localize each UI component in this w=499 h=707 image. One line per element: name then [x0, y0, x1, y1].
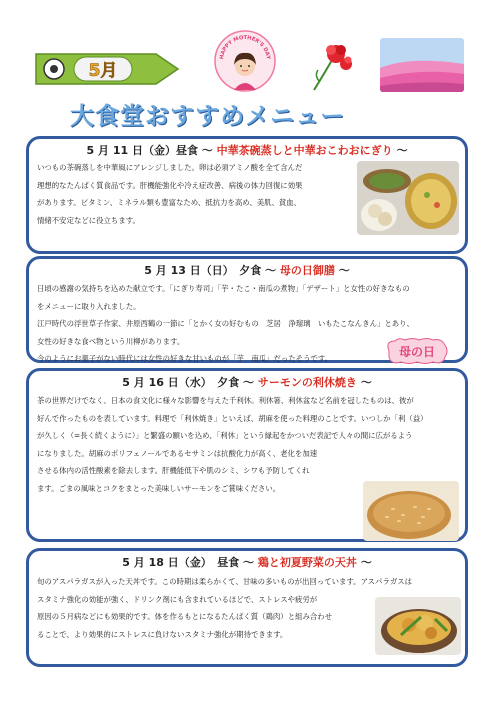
- text-line: 日頃の感謝の気持ちを込めた献立です。「にぎり寿司」「芋・たこ・南瓜の煮物」「デザート」と女性の好きなもの: [37, 284, 410, 293]
- text-line: ることで、より効果的にストレスに負けないスタミナ強化が期待できます。: [37, 629, 288, 639]
- text-line: 好んで作ったものを表しています。料理で「利休焼き」といえば、胡麻を使った料理のことです。いつしか「利（益）: [37, 413, 428, 423]
- menu-section-may-13: [26, 256, 468, 363]
- text-line: が久しく（=長く続くように）」と繁盛の願いを込め、「利休」という縁起をかついだ表記で人々の間に広がるよう: [37, 431, 413, 440]
- section-date: 5 月 16 日（水） 夕食: [122, 376, 240, 389]
- mothers-day-badge: [214, 30, 276, 92]
- carnation-icon: [306, 38, 356, 92]
- text-line: 理想的なたんぱく質食品です。肝機能強化や冷え症改善、病後の体力回復に効果: [37, 180, 303, 190]
- text-line: いつもの茶碗蒸しを中華風にアレンジしました。卵は必須アミノ酸を全て含んだ: [37, 163, 303, 172]
- section-heading: 5 月 13 日（日） 夕食 ～ 母の日御膳 ～: [144, 264, 350, 277]
- tendon-photo: [375, 597, 461, 655]
- section-date: 5 月 11 日（金）昼食: [86, 144, 198, 157]
- text-line: ます。ごまの風味とコクをまとった美味しいサーモンをご賞味ください。: [37, 483, 281, 493]
- section-menu-name: 母の日御膳: [279, 264, 335, 277]
- section-date: 5 月 18 日（金） 昼食: [122, 556, 240, 569]
- section-menu-name: 中華茶碗蒸しと中華おこわおにぎり: [216, 144, 393, 157]
- sesame-photo: [363, 481, 459, 541]
- text-line: があります。ビタミン、ミネラル類も豊富なため、抵抗力を高め、美肌、貧血、: [37, 198, 302, 207]
- page-title: 大食堂おすすめメニュー: [70, 102, 346, 130]
- menu-section-may-16: [26, 368, 468, 542]
- may-banner: [30, 46, 180, 92]
- menu-section-may-11: [26, 136, 468, 254]
- mothers-day-sticker: [385, 337, 449, 365]
- menu-section-may-18: [26, 548, 468, 667]
- text-line: させる体内の活性酸素を除去します。肝機能低下や肌のシミ、シワも予防してくれ: [37, 466, 310, 475]
- flower-field-photo: [380, 38, 464, 92]
- section-description: [37, 573, 412, 643]
- month-label: 5月: [88, 61, 118, 81]
- section-menu-name: サーモンの利休焼き: [257, 376, 357, 389]
- text-line: 茶の世界だけでなく、日本の食文化に様々な影響を与えた千利休。利休箸、利休盆など名前を冠したものは、彼が: [37, 396, 414, 405]
- sticker-label: 母の日: [398, 345, 436, 359]
- text-line: 情緒不安定などに役立ちます。: [37, 215, 140, 225]
- section-date: 5 月 13 日（日） 夕食: [144, 264, 262, 277]
- text-line: 女性の好きな食べ物という川柳があります。: [37, 336, 185, 346]
- section-heading: 5 月 11 日（金）昼食 ～ 中華茶碗蒸しと中華おこわおにぎり ～: [86, 144, 408, 157]
- chawanmushi-photo: [357, 161, 459, 235]
- text-line: 今のようにお菓子がない時代には女性の好きな甘いものが「芋 南瓜」だったそうです。: [37, 354, 333, 363]
- text-line: をメニューに取り入れました。: [37, 301, 141, 311]
- text-line: になりました。胡麻のポリフェノールであるセサミンは抗酸化力が高く、老化を加速: [37, 448, 318, 458]
- text-line: スタミナ強化の効能が強く、ドリンク剤にも含まれているほどで、ストレスや疲労が: [37, 594, 318, 604]
- badge-text: HAPPY MOTHER'S DAY: [219, 34, 271, 60]
- section-description: [37, 159, 302, 229]
- section-heading: 5 月 16 日（水） 夕食 ～ サーモンの利休焼き ～: [122, 376, 372, 389]
- section-heading: 5 月 18 日（金） 昼食 ～ 鶏と初夏野菜の天丼 ～: [122, 556, 372, 569]
- section-description: [37, 280, 414, 368]
- text-line: 江戸時代の浮世草子作家、井原西鶴の一節に「とかく女の好むもの 芝居 浄瑠璃 いもたこなんきん」とあり、: [37, 319, 414, 328]
- section-menu-name: 鶏と初夏野菜の天丼: [257, 556, 357, 569]
- text-line: 旬のアスパラガスが入った天丼です。この時期は柔らかくて、甘味の多いものが出回っています。アスパラガスは: [37, 577, 413, 586]
- text-line: 原因の５月病などにも効果的です。体を作るもとになるたんぱく質（鶏肉）と組み合わせ: [37, 612, 333, 621]
